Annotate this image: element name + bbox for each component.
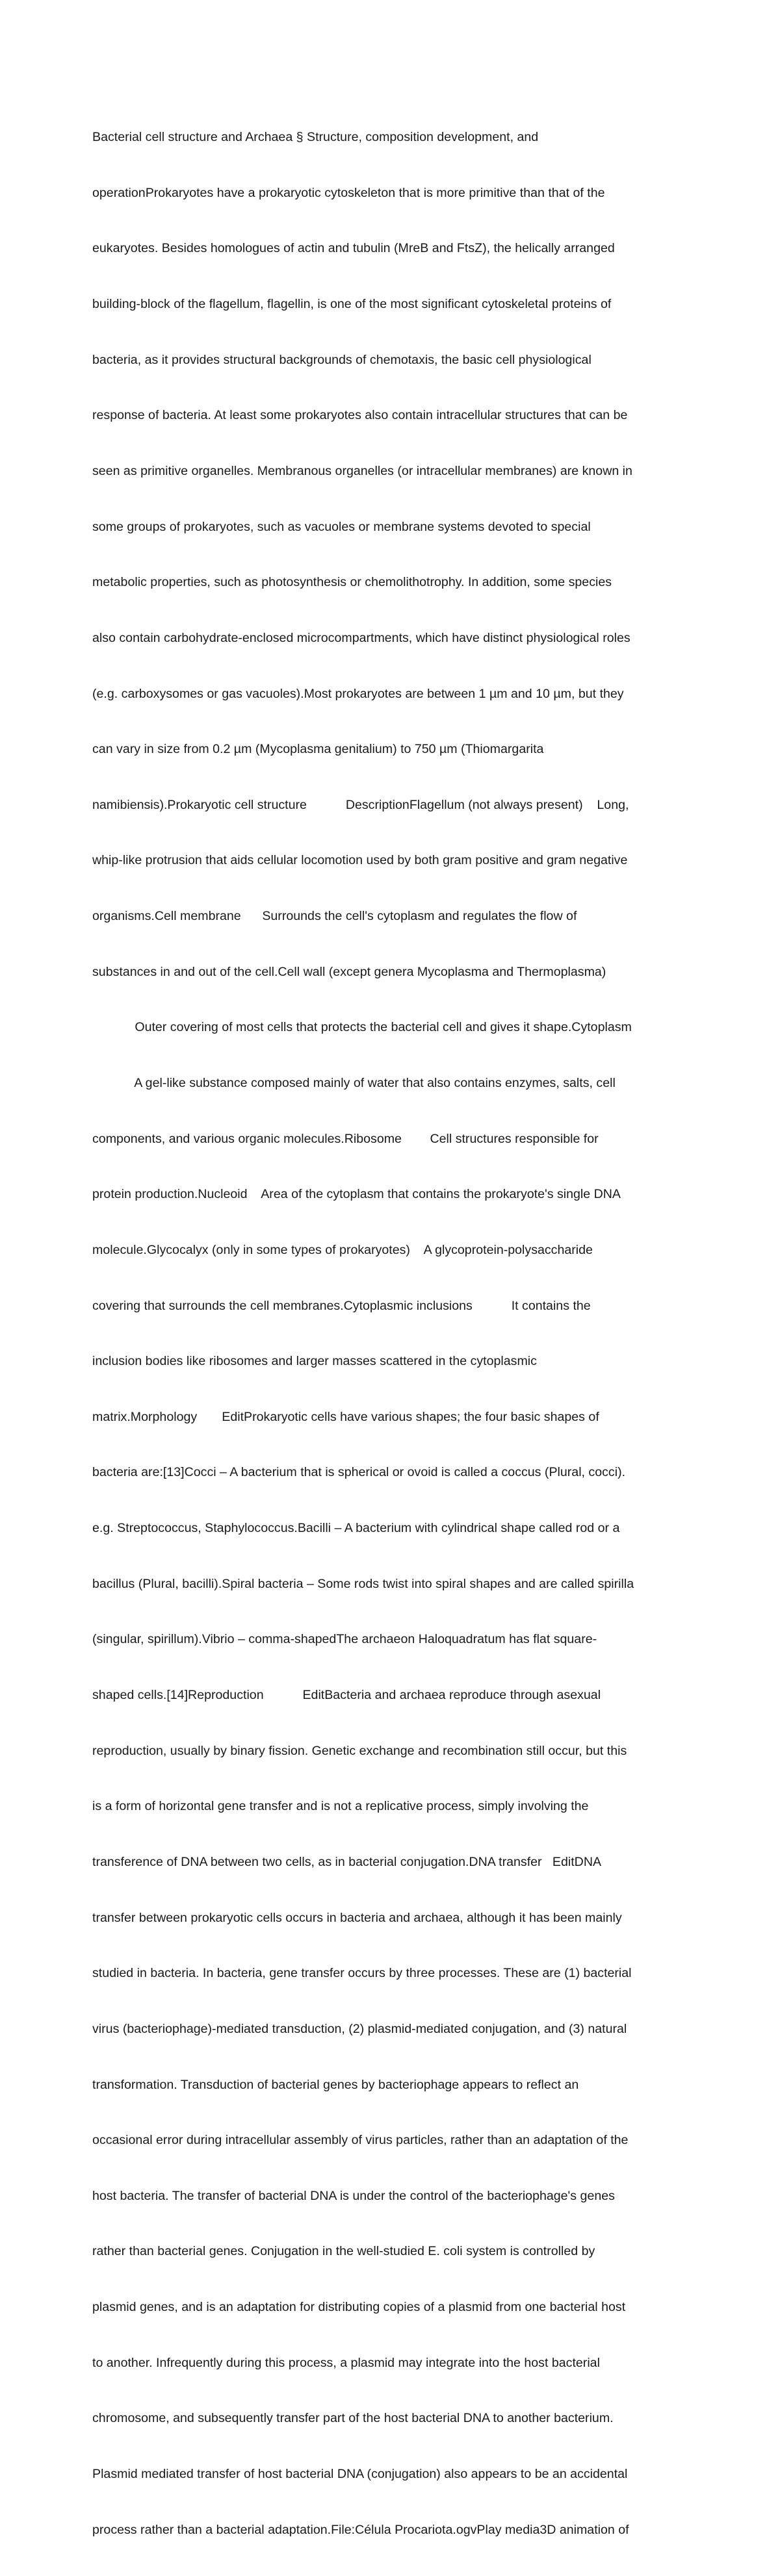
text-line: covering that surrounds the cell membranes.Cytoplasmic inclusions It contains the — [92, 1298, 591, 1313]
text-line: molecule.Glycocalyx (only in some types of prokaryotes) A glycoprotein-polysaccharide — [92, 1242, 593, 1257]
text-line: can vary in size from 0.2 µm (Mycoplasma genitalium) to 750 µm (Thiomargarita — [92, 742, 544, 757]
text-line: eukaryotes. Besides homologues of actin and tubulin (MreB and FtsZ), the helically arranged — [92, 241, 615, 256]
text-line: organisms.Cell membrane Surrounds the cell's cytoplasm and regulates the flow of — [92, 909, 577, 924]
text-line: whip-like protrusion that aids cellular locomotion used by both gram positive and gram negative — [92, 853, 628, 868]
text-line: reproduction, usually by binary fission. Genetic exchange and recombination still occur, but this — [92, 1743, 627, 1758]
text-line: occasional error during intracellular assembly of virus particles, rather than an adaptation of the — [92, 2133, 629, 2148]
text-line: Bacterial cell structure and Archaea § Structure, composition development, and — [92, 130, 539, 145]
text-line: some groups of prokaryotes, such as vacuoles or membrane systems devoted to special — [92, 519, 591, 534]
text-line: process rather than a bacterial adaptation.File:Célula Procariota.ogvPlay media3D animation of — [92, 2522, 629, 2537]
text-line: transformation. Transduction of bacterial genes by bacteriophage appears to reflect an — [92, 2077, 579, 2092]
text-line: plasmid genes, and is an adaptation for distributing copies of a plasmid from one bacterial host — [92, 2300, 626, 2315]
text-line: bacteria are:[13]Cocci – A bacterium that is spherical or ovoid is called a coccus (Plural, cocci). — [92, 1465, 626, 1480]
text-line: Plasmid mediated transfer of host bacterial DNA (conjugation) also appears to be an accidental — [92, 2467, 628, 2481]
text-line: rather than bacterial genes. Conjugation in the well-studied E. coli system is controlled by — [92, 2244, 595, 2259]
text-line: virus (bacteriophage)-mediated transduction, (2) plasmid-mediated conjugation, and (3) natural — [92, 2021, 627, 2036]
text-line: namibiensis).Prokaryotic cell structure DescriptionFlagellum (not always present) Long, — [92, 797, 629, 812]
text-line: studied in bacteria. In bacteria, gene transfer occurs by three processes. These are (1) bacterial — [92, 1966, 632, 1981]
text-line: protein production.Nucleoid Area of the cytoplasm that contains the prokaryote's single DNA — [92, 1187, 621, 1202]
body-text — [92, 91, 697, 2576]
text-line: Outer covering of most cells that protects the bacterial cell and gives it shape.Cytoplasm — [92, 1020, 632, 1035]
text-line: transfer between prokaryotic cells occurs in bacteria and archaea, although it has been mainly — [92, 1910, 622, 1925]
text-line: metabolic properties, such as photosynthesis or chemolithotrophy. In addition, some species — [92, 575, 612, 590]
text-line: A gel-like substance composed mainly of water that also contains enzymes, salts, cell — [92, 1075, 616, 1090]
text-line: components, and various organic molecules.Ribosome Cell structures responsible for — [92, 1131, 599, 1146]
text-line: also contain carbohydrate-enclosed microcompartments, which have distinct physiological roles — [92, 630, 630, 645]
text-line: response of bacteria. At least some prokaryotes also contain intracellular structures that can be — [92, 408, 628, 423]
text-line: matrix.Morphology EditProkaryotic cells have various shapes; the four basic shapes of — [92, 1409, 599, 1424]
text-line: bacillus (Plural, bacilli).Spiral bacteria – Some rods twist into spiral shapes and are called spirilla — [92, 1576, 634, 1591]
text-line: transference of DNA between two cells, as in bacterial conjugation.DNA transfer EditDNA — [92, 1854, 602, 1869]
text-line: inclusion bodies like ribosomes and larger masses scattered in the cytoplasmic — [92, 1354, 537, 1369]
text-line: (e.g. carboxysomes or gas vacuoles).Most prokaryotes are between 1 µm and 10 µm, but they — [92, 686, 624, 701]
text-line: chromosome, and subsequently transfer part of the host bacterial DNA to another bacterium. — [92, 2411, 614, 2426]
text-line: building-block of the flagellum, flagellin, is one of the most significant cytoskeletal proteins of — [92, 297, 612, 312]
text-line: host bacteria. The transfer of bacterial DNA is under the control of the bacteriophage's genes — [92, 2188, 615, 2203]
text-line: is a form of horizontal gene transfer and is not a replicative process, simply involving the — [92, 1799, 589, 1814]
text-line: shaped cells.[14]Reproduction EditBacteria and archaea reproduce through asexual — [92, 1688, 601, 1703]
text-line: to another. Infrequently during this process, a plasmid may integrate into the host bacterial — [92, 2355, 600, 2370]
text-line: operationProkaryotes have a prokaryotic cytoskeleton that is more primitive than that of the — [92, 185, 605, 200]
text-line: substances in and out of the cell.Cell wall (except genera Mycoplasma and Thermoplasma) — [92, 964, 606, 979]
text-line: seen as primitive organelles. Membranous organelles (or intracellular membranes) are known in — [92, 463, 632, 478]
text-line: (singular, spirillum).Vibrio – comma-shapedThe archaeon Haloquadratum has flat square- — [92, 1632, 597, 1647]
text-line: bacteria, as it provides structural backgrounds of chemotaxis, the basic cell physiological — [92, 352, 592, 367]
text-line: e.g. Streptococcus, Staphylococcus.Bacilli – A bacterium with cylindrical shape called rod or a — [92, 1521, 620, 1536]
